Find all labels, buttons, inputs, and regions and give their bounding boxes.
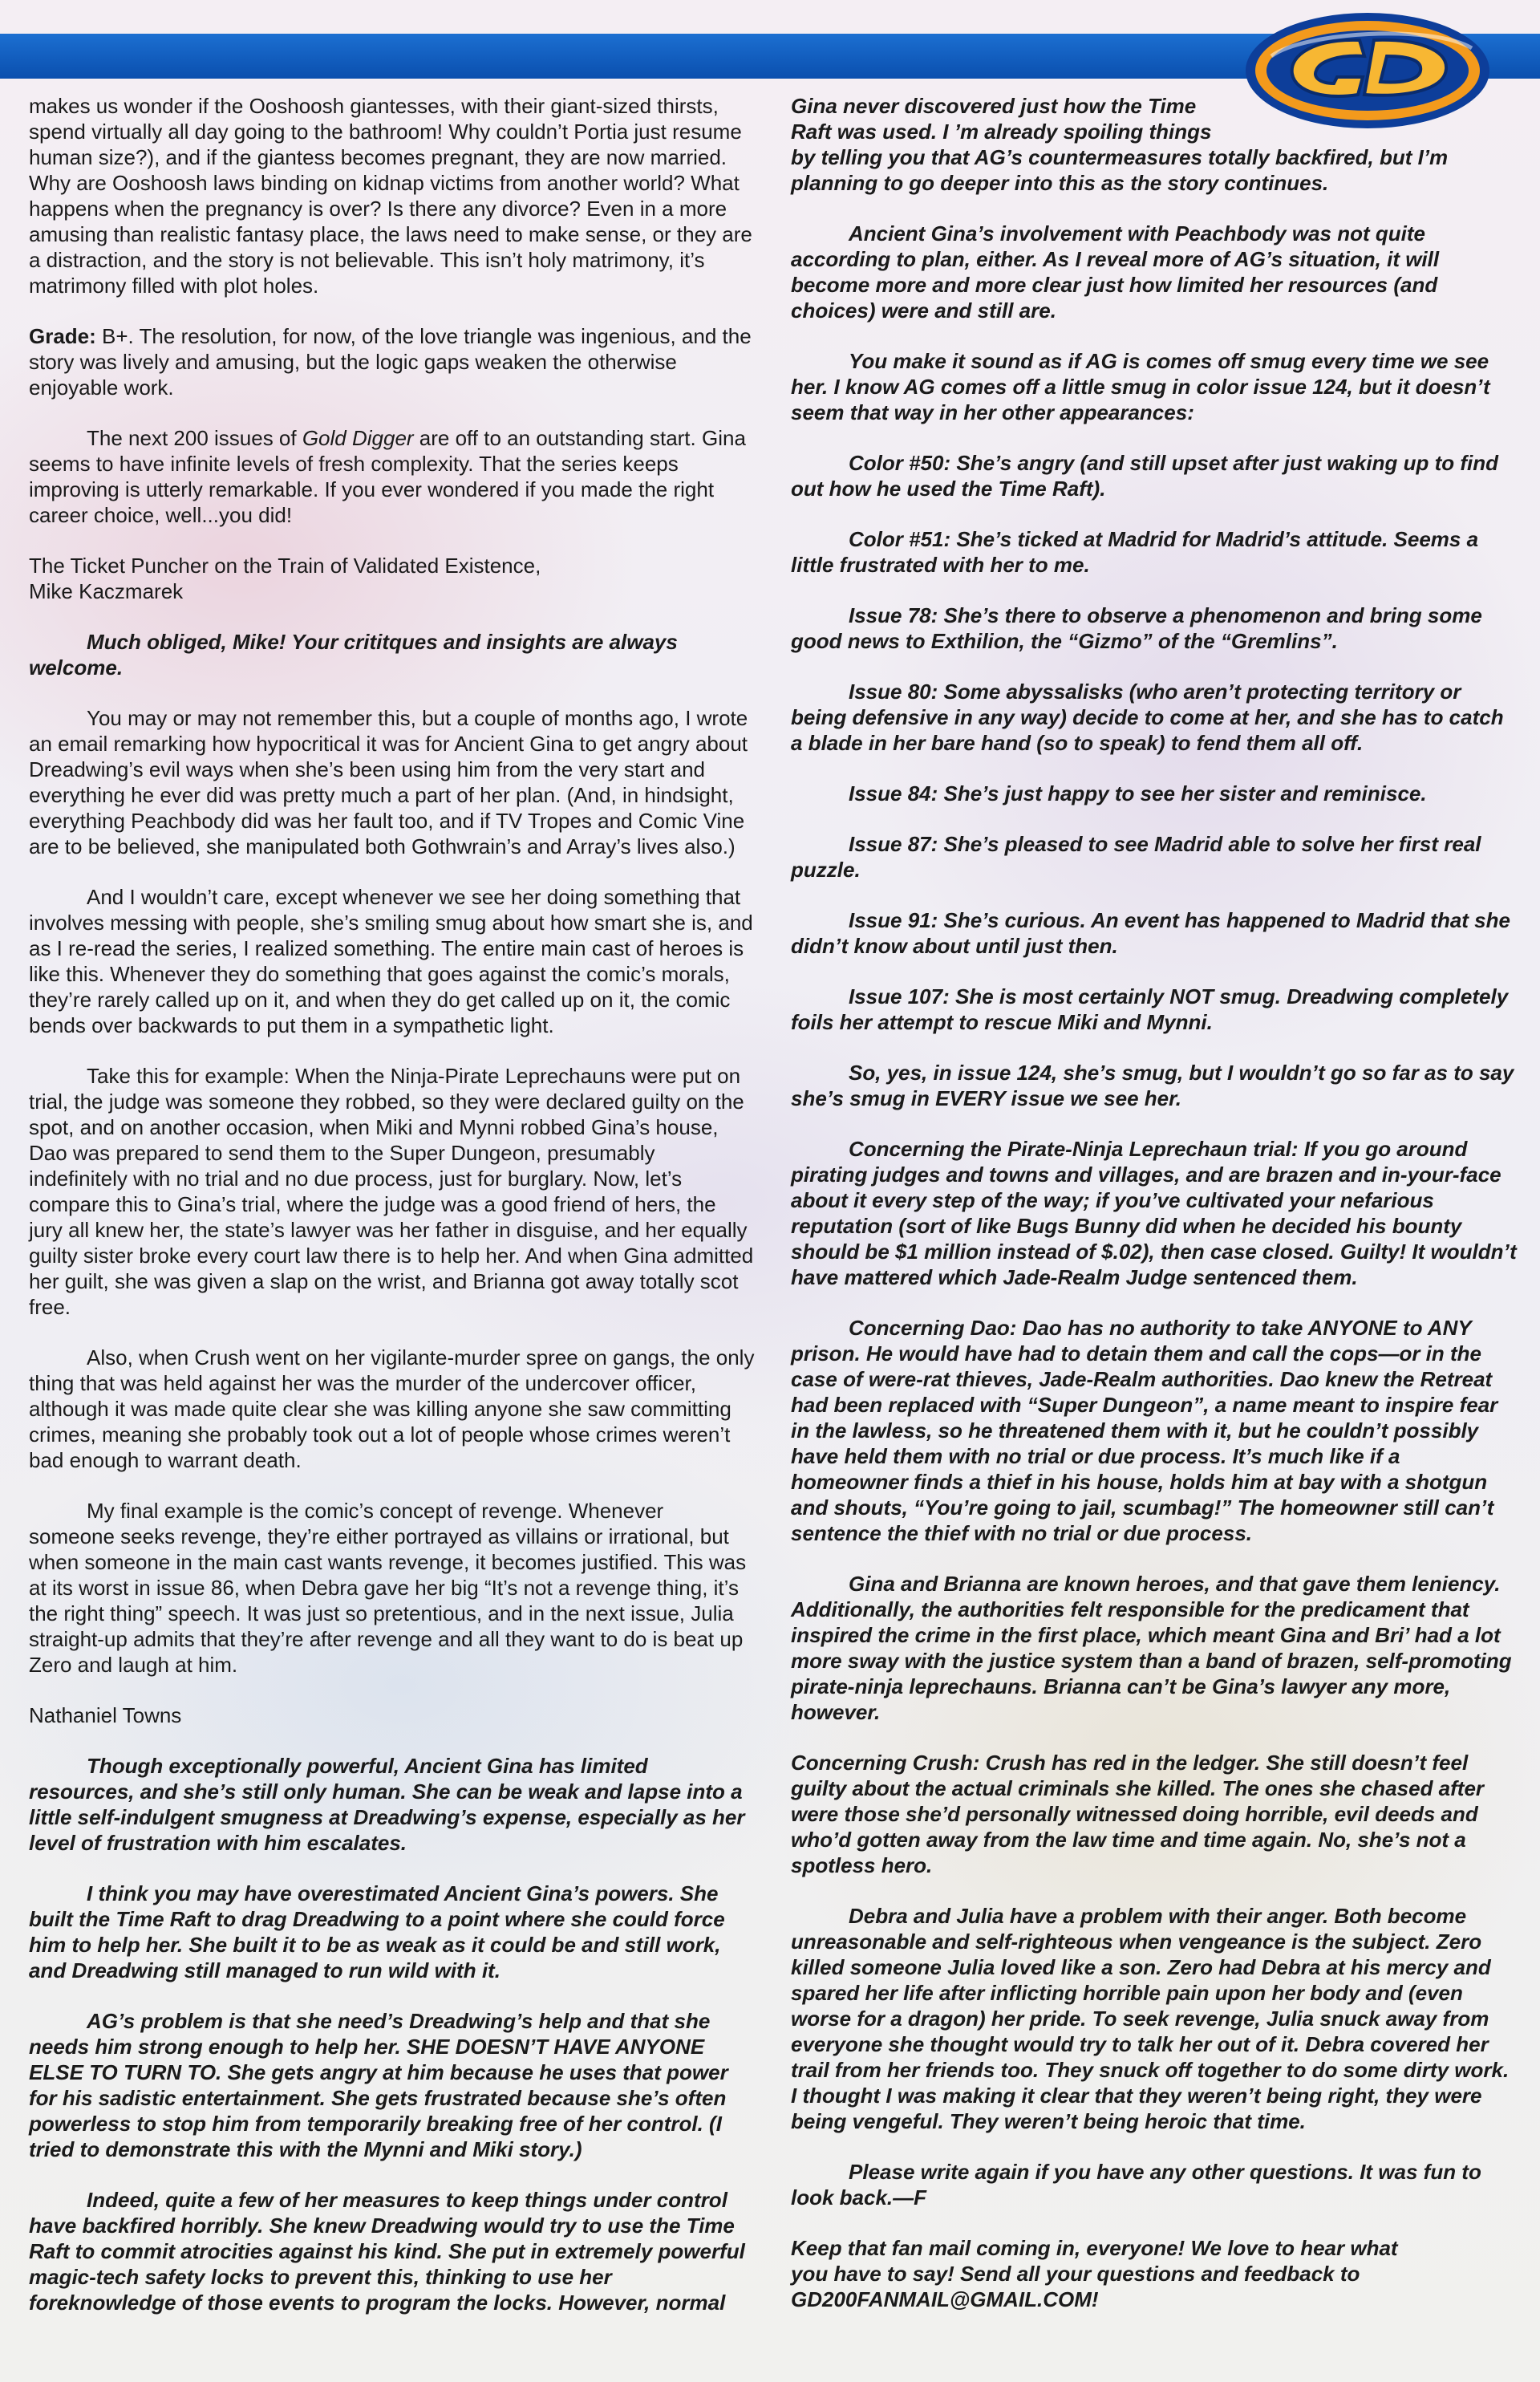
signature-name: Nathaniel Towns <box>29 1703 182 1727</box>
fanmail-email: GD200FANMAIL@GMAIL.COM! <box>791 2287 1099 2311</box>
paragraph-text: The next 200 issues of <box>87 426 302 450</box>
reply-paragraph: Debra and Julia have a problem with their anger. Both become unreasonable and self-righteous when vengeance is the subject. Zero killed someone Julia loved like a son. Zero had Debra at his mercy and spared her life after inflicting horrible pain upon her body and (even worse for a dragon) her pride. To seek revenge, Julia snuck away from everyone she thought would try to talk her out of it. Debra covered her trail from her friends too. They snuck off together to do some dirty work. I thought I was making it clear that they weren’t being right, they were being vengeful. They weren’t being heroic that time. <box>791 1904 1510 2133</box>
comic-title: Gold Digger <box>302 426 414 450</box>
reply-paragraph: You make it sound as if AG is comes off smug every time we see her. I know AG comes off a little smug in color issue 124, but it doesn’t seem that way in her other appearances: <box>791 349 1490 424</box>
closing-paragraph <box>791 2235 1517 2312</box>
right-column <box>791 93 1517 2312</box>
left-column <box>29 93 755 2315</box>
reply-paragraph: Much obliged, Mike! Your crititques and insights are always welcome. <box>29 630 678 680</box>
paragraph-text: makes us wonder if the Ooshoosh giantesses, with their giant-sized thirsts, spend virtually all day going to the bathroom! Why couldn’t Portia just resume human size?), and if the giantess becomes pregnant, they are now married. Why are Ooshoosh laws binding on kidnap victims from another world? What happens when the pregnancy is over? Is there any divorce? Even in a more amusing than realistic fantasy place, the laws need to make sense, or they are a distraction, and the story is not believable. This isn’t holy matrimony, it’s matrimony filled with plot holes. <box>29 94 752 298</box>
grade-label: Grade: <box>29 324 96 348</box>
paragraph: Also, when Crush went on her vigilante-murder spree on gangs, the only thing that was held against her was the murder of the undercover officer, although it was made quite clear she was killing anyone she saw committing crimes, meaning she probably took out a lot of people whose crimes weren’t bad enough to warrant death. <box>29 1345 755 1472</box>
reply-paragraph: I think you may have overestimated Ancient Gina’s powers. She built the Time Raft to drag Dreadwing to a point where she could force him to help her. She built it to be as weak as it could be and still work, and Dreadwing still managed to run wild with it. <box>29 1881 725 1982</box>
reply-paragraph: Indeed, quite a few of her measures to keep things under control have backfired horribly. She knew Dreadwing would try to use the Time Raft to commit atrocities against his kind. She put in extremely powerful magic-tech safety locks to prevent this, thinking to use her foreknowledge of those events to program the locks. However, normal <box>29 2188 745 2315</box>
reply-paragraph: AG’s problem is that she need’s Dreadwing’s help and that she needs him strong enough to help her. SHE DOESN’T HAVE ANYONE ELSE TO TURN TO. She gets angry at him because he uses that power for his sadistic entertainment. She gets frustrated because she’s often powerless to stop him from temporarily breaking free of her control. (I tried to demonstrate this with the Mynni and Miki story.) <box>29 2009 728 2161</box>
reply-paragraph: Issue 80: Some abyssalisks (who aren’t protecting territory or being defensive in any way) decide to come at her, and she has to catch a blade in her bare hand (so to speak) to fend them all off. <box>791 680 1504 755</box>
reply-text: by telling you that AG’s countermeasures totally backfired, but I’m planning to go deeper into this as the story continues. <box>791 145 1449 195</box>
grade-paragraph <box>29 323 755 400</box>
paragraph: Take this for example: When the Ninja-Pirate Leprechauns were put on trial, the judge was someone they robbed, so they were declared guilty on the spot, and on another occasion, when Miki and Mynni robbed Gina’s house, Dao was prepared to send them to the Super Dungeon, presumably indefinitely with no trial and no due process, just for burglary. Now, let’s compare this to Gina’s trial, where the judge was a good friend of hers, the jury all knew her, the state’s lawyer was her father in disguise, and her equally guilty sister broke every court law there is to help her. And when Gina admitted her guilt, she was given a slap on the wrist, and Brianna got away totally scot free. <box>29 1064 754 1319</box>
reply-paragraph: Ancient Gina’s involvement with Peachbody was not quite according to plan, either. As I reveal more of AG’s situation, it will become more and more clear just how limited her resources (and choices) were and still are. <box>791 221 1440 323</box>
reply-paragraph: Gina and Brianna are known heroes, and that gave them leniency. Additionally, the authorities felt responsible for the predicament that inspired the crime in the first place, which meant Gina and Bri’ had a lot more sway with the justice system than a band of brazen, self-promoting pirate-ninja leprechauns. Brianna can’t be Gina’s lawyer any more, however. <box>791 1572 1512 1724</box>
paragraph: You may or may not remember this, but a couple of months ago, I wrote an email remarking how hypocritical it was for Ancient Gina to get angry about Dreadwing’s evil ways when she’s been using him from the very start and everything he ever did was pretty much a part of her plan. (And, in hindsight, everything Peachbody did was her fault too, and if TV Tropes and Comic Vine are to be believed, she manipulated both Gothwrain’s and Array’s lives also.) <box>29 706 748 858</box>
reply-paragraph <box>791 93 1517 196</box>
reply-paragraph: Concerning the Pirate-Ninja Leprechaun trial: If you go around pirating judges and towns and villages, and are brazen and in-your-face about it every step of the way; if you’ve cultivated your nefarious reputation (sort of like Bugs Bunny did when he decided his bounty should be $1 million instead of $.02), then case closed. Guilty! It wouldn’t have mattered which Jade-Realm Judge sentenced them. <box>791 1137 1517 1289</box>
reply-line: Gina never discovered just how the Time <box>791 94 1197 118</box>
reply-paragraph: So, yes, in issue 124, she’s smug, but I wouldn’t go so far as to say she’s smug in EVERY issue we see her. <box>791 1061 1514 1110</box>
grade-text: B+. The resolution, for now, of the love triangle was ingenious, and the story was lively and amusing, but the logic gaps weaken the otherwise enjoyable work. <box>29 324 752 400</box>
reply-paragraph: Issue 87: She’s pleased to see Madrid able to solve her first real puzzle. <box>791 832 1481 882</box>
signature-line: The Ticket Puncher on the Train of Validated Existence, <box>29 554 541 578</box>
reply-paragraph: Issue 107: She is most certainly NOT smug. Dreadwing completely foils her attempt to rescue Miki and Mynni. <box>791 984 1509 1034</box>
signature-name: Mike Kaczmarek <box>29 579 184 603</box>
closing-line: Keep that fan mail coming in, everyone! We love to hear what <box>791 2236 1398 2260</box>
closing-line: you have to say! Send all your questions and feedback to <box>791 2262 1360 2286</box>
reply-paragraph: Please write again if you have any other questions. It was fun to look back.—F <box>791 2160 1481 2210</box>
reply-paragraph: Issue 78: She’s there to observe a phenomenon and bring some good news to Exthilion, the “Gizmo” of the “Gremlins”. <box>791 603 1482 653</box>
signature <box>29 553 755 604</box>
paragraph <box>29 93 755 298</box>
reply-paragraph: Color #51: She’s ticked at Madrid for Madrid’s attitude. Seems a little frustrated with her to me. <box>791 527 1479 577</box>
paragraph: And I wouldn’t care, except whenever we see her doing something that involves messing with people, she’s smiling smug about how smart she is, and as I re-read the series, I realized something. The entire main cast of heroes is like this. Whenever they do something that goes against the comic’s morals, they’re rarely called up on it, and when they do get called up on it, the comic bends over backwards to put them in a sympathetic light. <box>29 885 753 1037</box>
reply-paragraph: Issue 91: She’s curious. An event has happened to Madrid that she didn’t know about until just then. <box>791 908 1510 958</box>
reply-paragraph: Concerning Crush: Crush has red in the ledger. She still doesn’t feel guilty about the actual criminals she killed. The ones she chased after were those she’d personally witnessed doing horrible, evil deeds and who’d gotten away from the law time and time again. No, she’s not a spotless hero. <box>791 1751 1485 1877</box>
reply-paragraph: Though exceptionally powerful, Ancient Gina has limited resources, and she’s still only human. She can be weak and lapse into a little self-indulgent smugness at Dreadwing’s expense, especially as her level of frustration with him escalates. <box>29 1754 745 1855</box>
reply-line: Raft was used. I ’m already spoiling things <box>791 120 1212 144</box>
paragraph: My final example is the comic’s concept of revenge. Whenever someone seeks revenge, they’re either portrayed as villains or irrational, but when someone in the main cast wants revenge, it becomes justified. This was at its worst in issue 86, when Debra gave her big “It’s not a revenge thing, it’s the right thing” speech. It was just so pretentious, and in the next issue, Julia straight-up admits that they’re after revenge and all they want to do is beat up Zero and laugh at him. <box>29 1499 747 1677</box>
paragraph <box>29 425 755 528</box>
paragraph-text: are off to an outstanding start. Gina seems to have infinite levels of fresh complexity. That the series keeps improving is utterly remarkable. If you ever wondered if you made the right career choice, well...you did! <box>29 426 746 527</box>
reply-paragraph: Concerning Dao: Dao has no authority to take ANYONE to ANY prison. He would have had to detain them and call the cops—or in the case of were-rat thieves, Jade-Realm authorities. Dao knew the Retreat had been replaced with “Super Dungeon”, a name meant to inspire fear in the lawless, so he threatened them with it, but he couldn’t possibly have held them with no trial or due process. It’s much like if a homeowner finds a thief in his house, holds him at bay with a shotgun and shouts, “You’re going to jail, scumbag!” The homeowner still can’t sentence the thief with no trial or due process. <box>791 1316 1498 1545</box>
reply-paragraph: Issue 84: She’s just happy to see her sister and reminisce. <box>849 781 1427 805</box>
reply-paragraph: Color #50: She’s angry (and still upset after just waking up to find out how he used the Time Raft). <box>791 451 1498 501</box>
